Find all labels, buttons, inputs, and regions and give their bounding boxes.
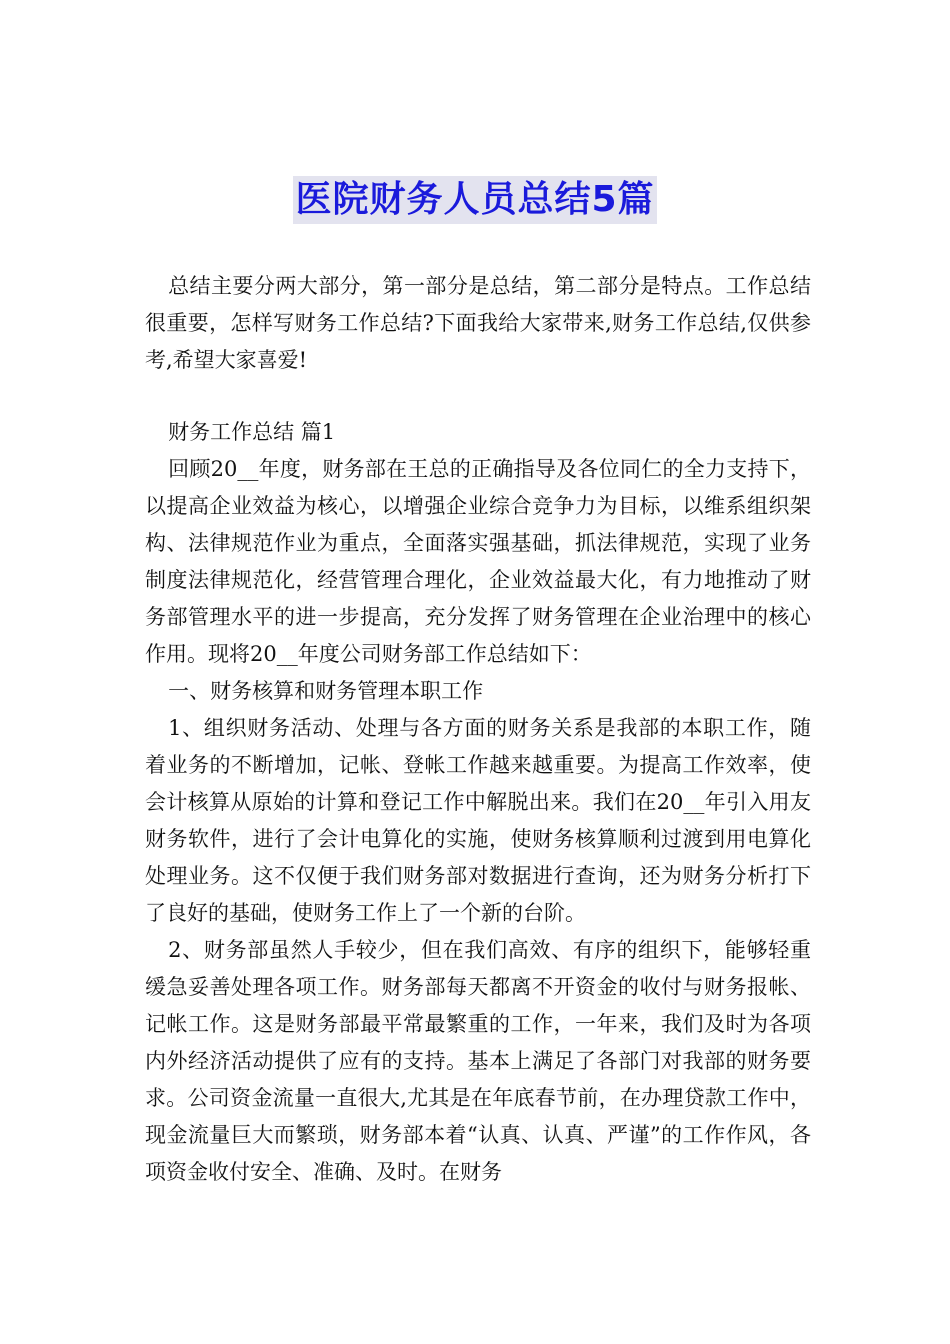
body-paragraph: 1、组织财务活动、处理与各方面的财务关系是我部的本职工作，随着业务的不断增加，记帐、登帐工作越来越重要。为提高工作效率，使会计核算从原始的计算和登记工作中解脱出来。我们在20__年引入用友财务软件，进行了会计电算化的实施，使财务核算顺利过渡到用电算化处理业务。这不仅便于我们财务部对数据进行查询，还为财务分析打下了良好的基础，使财务工作上了一个新的台阶。 (145, 716, 811, 925)
title-container (0, 176, 950, 224)
body-paragraph: 2、财务部虽然人手较少，但在我们高效、有序的组织下，能够轻重缓急妥善处理各项工作。财务部每天都离不开资金的收付与财务报帐、记帐工作。这是财务部最平常最繁重的工作，一年来，我们及时为各项内外经济活动提供了应有的支持。基本上满足了各部门对我部的财务要求。公司资金流量一直很大,尤其是在年底春节前，在办理贷款工作中，现金流量巨大而繁琐，财务部本着“认真、认真、严谨”的工作作风，各项资金收付安全、准确、及时。在财务 (145, 938, 811, 1184)
main-content (145, 414, 811, 1191)
section-heading: 财务工作总结 篇1 (168, 420, 336, 444)
intro-block (145, 268, 811, 379)
subsection-heading: 一、财务核算和财务管理本职工作 (168, 679, 484, 703)
document-title: 医院财务人员总结5篇 (293, 176, 656, 224)
intro-paragraph: 总结主要分两大部分，第一部分是总结，第二部分是特点。工作总结很重要，怎样写财务工作总结?下面我给大家带来,财务工作总结,仅供参考,希望大家喜爱! (145, 274, 811, 372)
body-paragraph: 回顾20__年度，财务部在王总的正确指导及各位同仁的全力支持下，以提高企业效益为核心，以增强企业综合竞争力为目标，以维系组织架构、法律规范作业为重点，全面落实强基础，抓法律规范，实现了业务制度法律规范化，经营管理合理化，企业效益最大化，有力地推动了财务部管理水平的进一步提高，充分发挥了财务管理在企业治理中的核心作用。现将20__年度公司财务部工作总结如下： (145, 457, 811, 666)
